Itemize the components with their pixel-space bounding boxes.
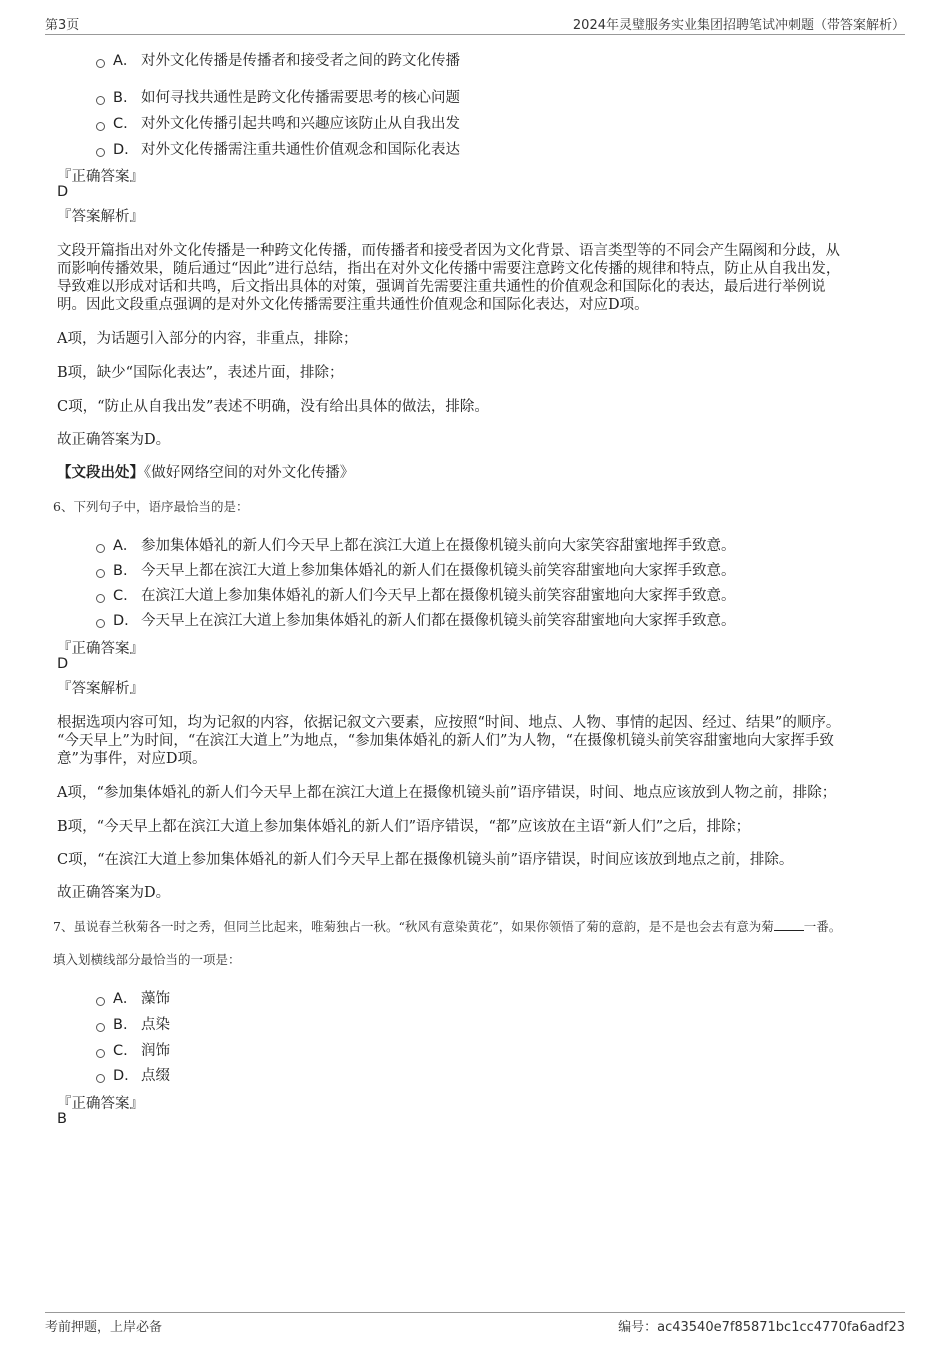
option-letter: B. — [113, 1017, 128, 1033]
q7-title-after: 一番。 — [803, 919, 842, 934]
q5-source — [57, 461, 354, 482]
option-letter: A． — [113, 538, 138, 554]
option-text: 藻饰 — [141, 991, 170, 1007]
q7-option-b[interactable] — [96, 1013, 170, 1034]
q5-answer-label: 『正确答案』 — [57, 169, 144, 185]
option-letter: D. — [113, 142, 129, 158]
document-code — [618, 1316, 905, 1335]
q6-option-c[interactable] — [96, 584, 736, 605]
radio-icon[interactable] — [96, 1023, 105, 1032]
option-letter: C. — [113, 588, 128, 604]
code-value: ac43540e7f85871bc1cc4770fa6adf23 — [657, 1320, 905, 1335]
option-text: 点染 — [141, 1017, 170, 1033]
radio-icon[interactable] — [96, 594, 105, 603]
footer-slogan: 考前押题，上岸必备 — [45, 1320, 163, 1335]
q7-answer-label: 『正确答案』 — [57, 1096, 144, 1112]
q6-title: 6、下列句子中，语序最恰当的是： — [53, 499, 249, 514]
code-label: 编号： — [618, 1320, 658, 1335]
option-letter: D. — [113, 1068, 129, 1084]
option-letter: C. — [113, 116, 128, 132]
option-text: 润饰 — [141, 1043, 170, 1059]
q6-answer-label: 『正确答案』 — [57, 641, 144, 657]
option-text: 在滨江大道上参加集体婚礼的新人们今天早上都在摄像机镜头前笑容甜蜜地向大家挥手致意。 — [141, 588, 736, 604]
q5-note: A项，为话题引入部分的内容，非重点，排除； — [57, 331, 358, 347]
q5-note: C项，“防止从自我出发”表述不明确，没有给出具体的做法，排除。 — [57, 399, 489, 415]
radio-icon[interactable] — [96, 96, 105, 105]
option-letter: D. — [113, 613, 129, 629]
document-title: 2024年灵璧服务实业集团招聘笔试冲刺题（带答案解析） — [572, 18, 905, 33]
q6-note: 故正确答案为D。 — [57, 885, 171, 901]
page-footer — [45, 1312, 905, 1337]
radio-icon[interactable] — [96, 122, 105, 131]
q6-note: C项，“在滨江大道上参加集体婚礼的新人们今天早上都在摄像机镜头前”语序错误，时间应该放到地点之前，排除。 — [57, 852, 794, 868]
option-text: 对外文化传播是传播者和接受者之间的跨文化传播 — [141, 53, 460, 69]
q5-analysis-line: 文段开篇指出对外文化传播是一种跨文化传播，而传播者和接受者因为文化背景、语言类型等的不同会产生隔阂和分歧，从 — [57, 243, 840, 259]
option-letter: A． — [113, 53, 138, 69]
q6-option-a[interactable] — [96, 534, 736, 555]
q7-title-before: 7、虽说春兰秋菊各一时之秀，但同兰比起来，唯菊独占一秋。“秋风有意染黄花”，如果你领悟了菊的意韵，是不是也会去有意为菊 — [53, 919, 774, 934]
q5-option-b[interactable] — [96, 86, 460, 107]
q6-note: B项，“今天早上都在滨江大道上参加集体婚礼的新人们”语序错误，“都”应该放在主语“新人们”之后，排除； — [57, 819, 751, 835]
q5-analysis-line: 导致难以形成对话和共鸣，后文指出具体的对策，强调首先需要注重共通性的价值观念和国际化的表达，最后进行举例说 — [57, 279, 826, 295]
option-text: 对外文化传播引起共鸣和兴趣应该防止从自我出发 — [141, 116, 460, 132]
page-header — [45, 14, 905, 35]
q6-analysis-label: 『答案解析』 — [57, 681, 144, 697]
option-letter: B. — [113, 563, 128, 579]
page-number: 第3页 — [45, 18, 80, 33]
source-title: 《做好网络空间的对外文化传播》 — [144, 465, 355, 481]
q5-answer: D — [57, 184, 69, 200]
q6-option-d[interactable] — [96, 609, 736, 630]
q5-analysis-line: 明。因此文段重点强调的是对外文化传播需要注重共通性价值观念和国际化表达，对应D项。 — [57, 297, 649, 313]
q5-note: B项，缺少“国际化表达”，表述片面，排除； — [57, 365, 344, 381]
radio-icon[interactable] — [96, 148, 105, 157]
radio-icon[interactable] — [96, 1049, 105, 1058]
q7-title — [53, 917, 841, 935]
q7-option-a[interactable] — [96, 987, 170, 1008]
radio-icon[interactable] — [96, 59, 105, 68]
option-letter: B. — [113, 90, 128, 106]
q5-option-d[interactable] — [96, 138, 460, 159]
radio-icon[interactable] — [96, 569, 105, 578]
q6-analysis-line: 意”为事件，对应D项。 — [57, 751, 207, 767]
q6-analysis-line: “今天早上”为时间，“在滨江大道上”为地点，“参加集体婚礼的新人们”为人物，“在摄像机镜头前笑容甜蜜地向大家挥手致 — [57, 733, 834, 749]
fill-blank — [774, 918, 804, 931]
option-text: 今天早上在滨江大道上参加集体婚礼的新人们都在摄像机镜头前笑容甜蜜地向大家挥手致意。 — [141, 613, 736, 629]
q7-prompt: 填入划横线部分最恰当的一项是： — [53, 952, 241, 967]
option-text: 如何寻找共通性是跨文化传播需要思考的核心问题 — [141, 90, 460, 106]
radio-icon[interactable] — [96, 544, 105, 553]
radio-icon[interactable] — [96, 1074, 105, 1083]
q7-option-c[interactable] — [96, 1039, 170, 1060]
q5-option-a[interactable] — [96, 49, 460, 70]
q6-analysis-line: 根据选项内容可知，均为记叙的内容，依据记叙文六要素，应按照“时间、地点、人物、事情的起因、经过、结果”的顺序。 — [57, 715, 841, 731]
q6-note: A项，“参加集体婚礼的新人们今天早上都在滨江大道上在摄像机镜头前”语序错误，时间、地点应该放到人物之前，排除； — [57, 785, 837, 801]
option-text: 点缀 — [141, 1068, 170, 1084]
radio-icon[interactable] — [96, 619, 105, 628]
q5-analysis-label: 『答案解析』 — [57, 209, 144, 225]
option-letter: C. — [113, 1043, 128, 1059]
q5-note: 故正确答案为D。 — [57, 432, 171, 448]
q6-option-b[interactable] — [96, 559, 736, 580]
option-text: 参加集体婚礼的新人们今天早上都在滨江大道上在摄像机镜头前向大家笑容甜蜜地挥手致意。 — [141, 538, 736, 554]
q7-option-d[interactable] — [96, 1064, 170, 1085]
source-prefix: 【文段出处】 — [57, 464, 144, 481]
option-text: 对外文化传播需注重共通性价值观念和国际化表达 — [141, 142, 460, 158]
q7-answer: B — [57, 1111, 67, 1127]
q5-option-c[interactable] — [96, 112, 460, 133]
radio-icon[interactable] — [96, 997, 105, 1006]
option-text: 今天早上都在滨江大道上参加集体婚礼的新人们在摄像机镜头前笑容甜蜜地向大家挥手致意。 — [141, 563, 736, 579]
q6-answer: D — [57, 656, 69, 672]
q5-analysis-line: 而影响传播效果，随后通过“因此”进行总结，指出在对外文化传播中需要注意跨文化传播的规律和特点，防止从自我出发， — [57, 261, 841, 277]
option-letter: A． — [113, 991, 138, 1007]
